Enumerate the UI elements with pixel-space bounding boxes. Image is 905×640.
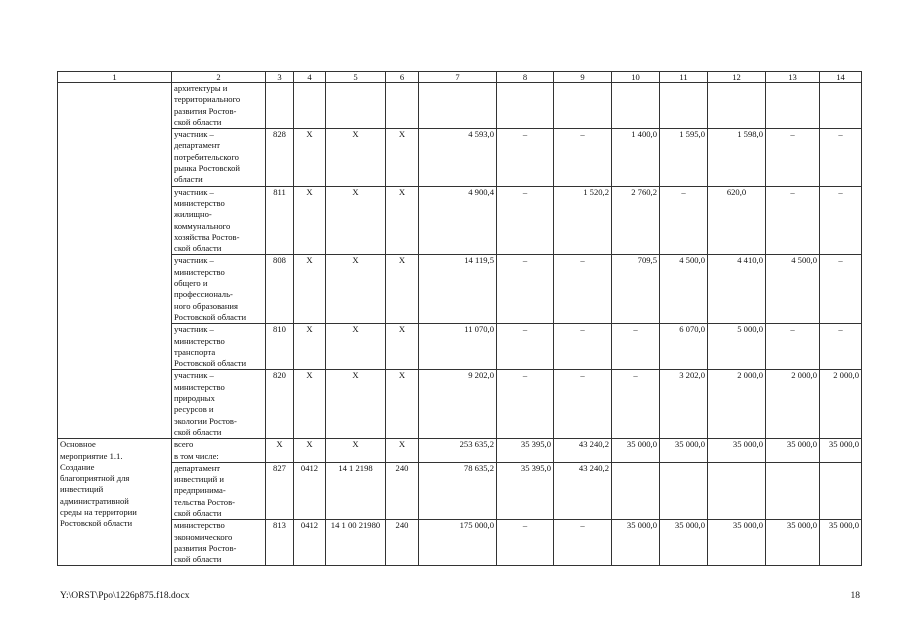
value-cell: X [386, 324, 419, 370]
header-cell: 10 [612, 72, 660, 83]
value-cell: 35 000,0 [820, 439, 862, 463]
value-cell: – [554, 255, 612, 324]
executor-cell: департамент инвестиций и предпринима- тельства Ростов- ской области [172, 462, 266, 519]
header-cell: 11 [660, 72, 708, 83]
value-cell: 620,0 [708, 186, 766, 255]
header-cell: 13 [766, 72, 820, 83]
value-cell: 14 1 2198 [326, 462, 386, 519]
page-number: 18 [850, 591, 860, 601]
measure-cell [58, 83, 172, 439]
executor-cell: участник – министерство жилищно- коммунального хозяйства Ростов- ской области [172, 186, 266, 255]
value-cell: 35 395,0 [497, 462, 554, 519]
value-cell: – [497, 255, 554, 324]
value-cell: X [294, 186, 326, 255]
value-cell: 35 000,0 [660, 520, 708, 566]
value-cell: 175 000,0 [419, 520, 497, 566]
executor-cell: архитектуры и территориального развития Ростов- ской области [172, 83, 266, 129]
value-cell [419, 83, 497, 129]
value-cell: 4 500,0 [660, 255, 708, 324]
value-cell: 808 [266, 255, 294, 324]
header-cell: 4 [294, 72, 326, 83]
value-cell: X [386, 370, 419, 439]
value-cell: – [766, 324, 820, 370]
table-row [58, 439, 862, 463]
value-cell: X [294, 255, 326, 324]
value-cell: 9 202,0 [419, 370, 497, 439]
header-row [58, 72, 862, 83]
header-cell: 9 [554, 72, 612, 83]
value-cell [554, 83, 612, 129]
value-cell: 240 [386, 520, 419, 566]
value-cell: 0412 [294, 520, 326, 566]
value-cell: X [326, 439, 386, 463]
value-cell: 2 000,0 [820, 370, 862, 439]
value-cell: – [497, 186, 554, 255]
value-cell: – [660, 186, 708, 255]
budget-table [57, 71, 862, 566]
value-cell: 35 000,0 [708, 439, 766, 463]
value-cell: 11 070,0 [419, 324, 497, 370]
value-cell: – [820, 186, 862, 255]
value-cell: – [612, 370, 660, 439]
value-cell: – [554, 520, 612, 566]
value-cell: 827 [266, 462, 294, 519]
value-cell [820, 83, 862, 129]
value-cell: X [326, 324, 386, 370]
value-cell [612, 462, 660, 519]
value-cell: 78 635,2 [419, 462, 497, 519]
value-cell: 2 000,0 [766, 370, 820, 439]
table-row [58, 129, 862, 186]
value-cell [766, 462, 820, 519]
value-cell: 1 520,2 [554, 186, 612, 255]
table-row [58, 462, 862, 519]
value-cell: 813 [266, 520, 294, 566]
header-cell: 3 [266, 72, 294, 83]
value-cell: – [820, 255, 862, 324]
value-cell: 35 000,0 [660, 439, 708, 463]
header-cell: 12 [708, 72, 766, 83]
table-row [58, 520, 862, 566]
value-cell [708, 83, 766, 129]
value-cell [326, 83, 386, 129]
value-cell: X [386, 129, 419, 186]
value-cell: – [497, 324, 554, 370]
value-cell [820, 462, 862, 519]
value-cell: 4 593,0 [419, 129, 497, 186]
value-cell: X [266, 439, 294, 463]
value-cell: X [326, 129, 386, 186]
value-cell: 35 000,0 [612, 520, 660, 566]
header-cell: 5 [326, 72, 386, 83]
value-cell [266, 83, 294, 129]
value-cell: 709,5 [612, 255, 660, 324]
value-cell: X [326, 255, 386, 324]
table-row [58, 324, 862, 370]
value-cell: X [386, 439, 419, 463]
value-cell: 810 [266, 324, 294, 370]
value-cell: 14 119,5 [419, 255, 497, 324]
executor-cell: участник – департамент потребительского рынка Ростовской области [172, 129, 266, 186]
value-cell [497, 83, 554, 129]
value-cell: 1 595,0 [660, 129, 708, 186]
table-row [58, 186, 862, 255]
value-cell [294, 83, 326, 129]
value-cell: 2 000,0 [708, 370, 766, 439]
value-cell: 43 240,2 [554, 439, 612, 463]
table-row [58, 370, 862, 439]
value-cell: X [386, 255, 419, 324]
executor-cell: участник – министерство транспорта Ростовской области [172, 324, 266, 370]
header-cell: 6 [386, 72, 419, 83]
value-cell: 5 000,0 [708, 324, 766, 370]
value-cell: 4 900,4 [419, 186, 497, 255]
value-cell: – [820, 129, 862, 186]
measure-cell: Основное мероприятие 1.1. Создание благоприятной для инвестиций административной среды на территории Ростовской области [58, 439, 172, 566]
header-cell: 1 [58, 72, 172, 83]
value-cell: 253 635,2 [419, 439, 497, 463]
value-cell: 828 [266, 129, 294, 186]
value-cell: 6 070,0 [660, 324, 708, 370]
value-cell: 43 240,2 [554, 462, 612, 519]
value-cell: 811 [266, 186, 294, 255]
executor-cell: участник – министерство природных ресурсов и экологии Ростов- ской области [172, 370, 266, 439]
value-cell [708, 462, 766, 519]
value-cell: – [766, 186, 820, 255]
value-cell: – [820, 324, 862, 370]
value-cell: – [497, 370, 554, 439]
header-cell: 2 [172, 72, 266, 83]
header-cell: 14 [820, 72, 862, 83]
value-cell: 2 760,2 [612, 186, 660, 255]
header-cell: 7 [419, 72, 497, 83]
value-cell: X [326, 370, 386, 439]
value-cell: 35 000,0 [766, 520, 820, 566]
value-cell: – [554, 324, 612, 370]
value-cell [660, 462, 708, 519]
value-cell: 14 1 00 21980 [326, 520, 386, 566]
value-cell: X [294, 129, 326, 186]
value-cell: 35 000,0 [612, 439, 660, 463]
value-cell [660, 83, 708, 129]
executor-cell: министерство экономического развития Ростов- ской области [172, 520, 266, 566]
document-path: Y:\ORST\Ppo\1226p875.f18.docx [60, 591, 190, 601]
table-row [58, 255, 862, 324]
value-cell: – [766, 129, 820, 186]
value-cell: – [612, 324, 660, 370]
value-cell: 4 500,0 [766, 255, 820, 324]
header-cell: 8 [497, 72, 554, 83]
value-cell: – [497, 520, 554, 566]
value-cell: 35 000,0 [820, 520, 862, 566]
executor-cell: всего в том числе: [172, 439, 266, 463]
value-cell [766, 83, 820, 129]
executor-cell: участник – министерство общего и профессиональ- ного образования Ростовской области [172, 255, 266, 324]
value-cell: 4 410,0 [708, 255, 766, 324]
value-cell: 35 000,0 [708, 520, 766, 566]
table-row [58, 83, 862, 129]
value-cell: X [294, 439, 326, 463]
value-cell: 820 [266, 370, 294, 439]
value-cell [386, 83, 419, 129]
value-cell: – [497, 129, 554, 186]
value-cell: – [554, 370, 612, 439]
value-cell: X [326, 186, 386, 255]
value-cell: 1 598,0 [708, 129, 766, 186]
value-cell [612, 83, 660, 129]
value-cell: X [294, 370, 326, 439]
value-cell: 35 000,0 [766, 439, 820, 463]
value-cell: 1 400,0 [612, 129, 660, 186]
value-cell: 3 202,0 [660, 370, 708, 439]
value-cell: 0412 [294, 462, 326, 519]
value-cell: X [386, 186, 419, 255]
value-cell: – [554, 129, 612, 186]
value-cell: X [294, 324, 326, 370]
value-cell: 240 [386, 462, 419, 519]
value-cell: 35 395,0 [497, 439, 554, 463]
